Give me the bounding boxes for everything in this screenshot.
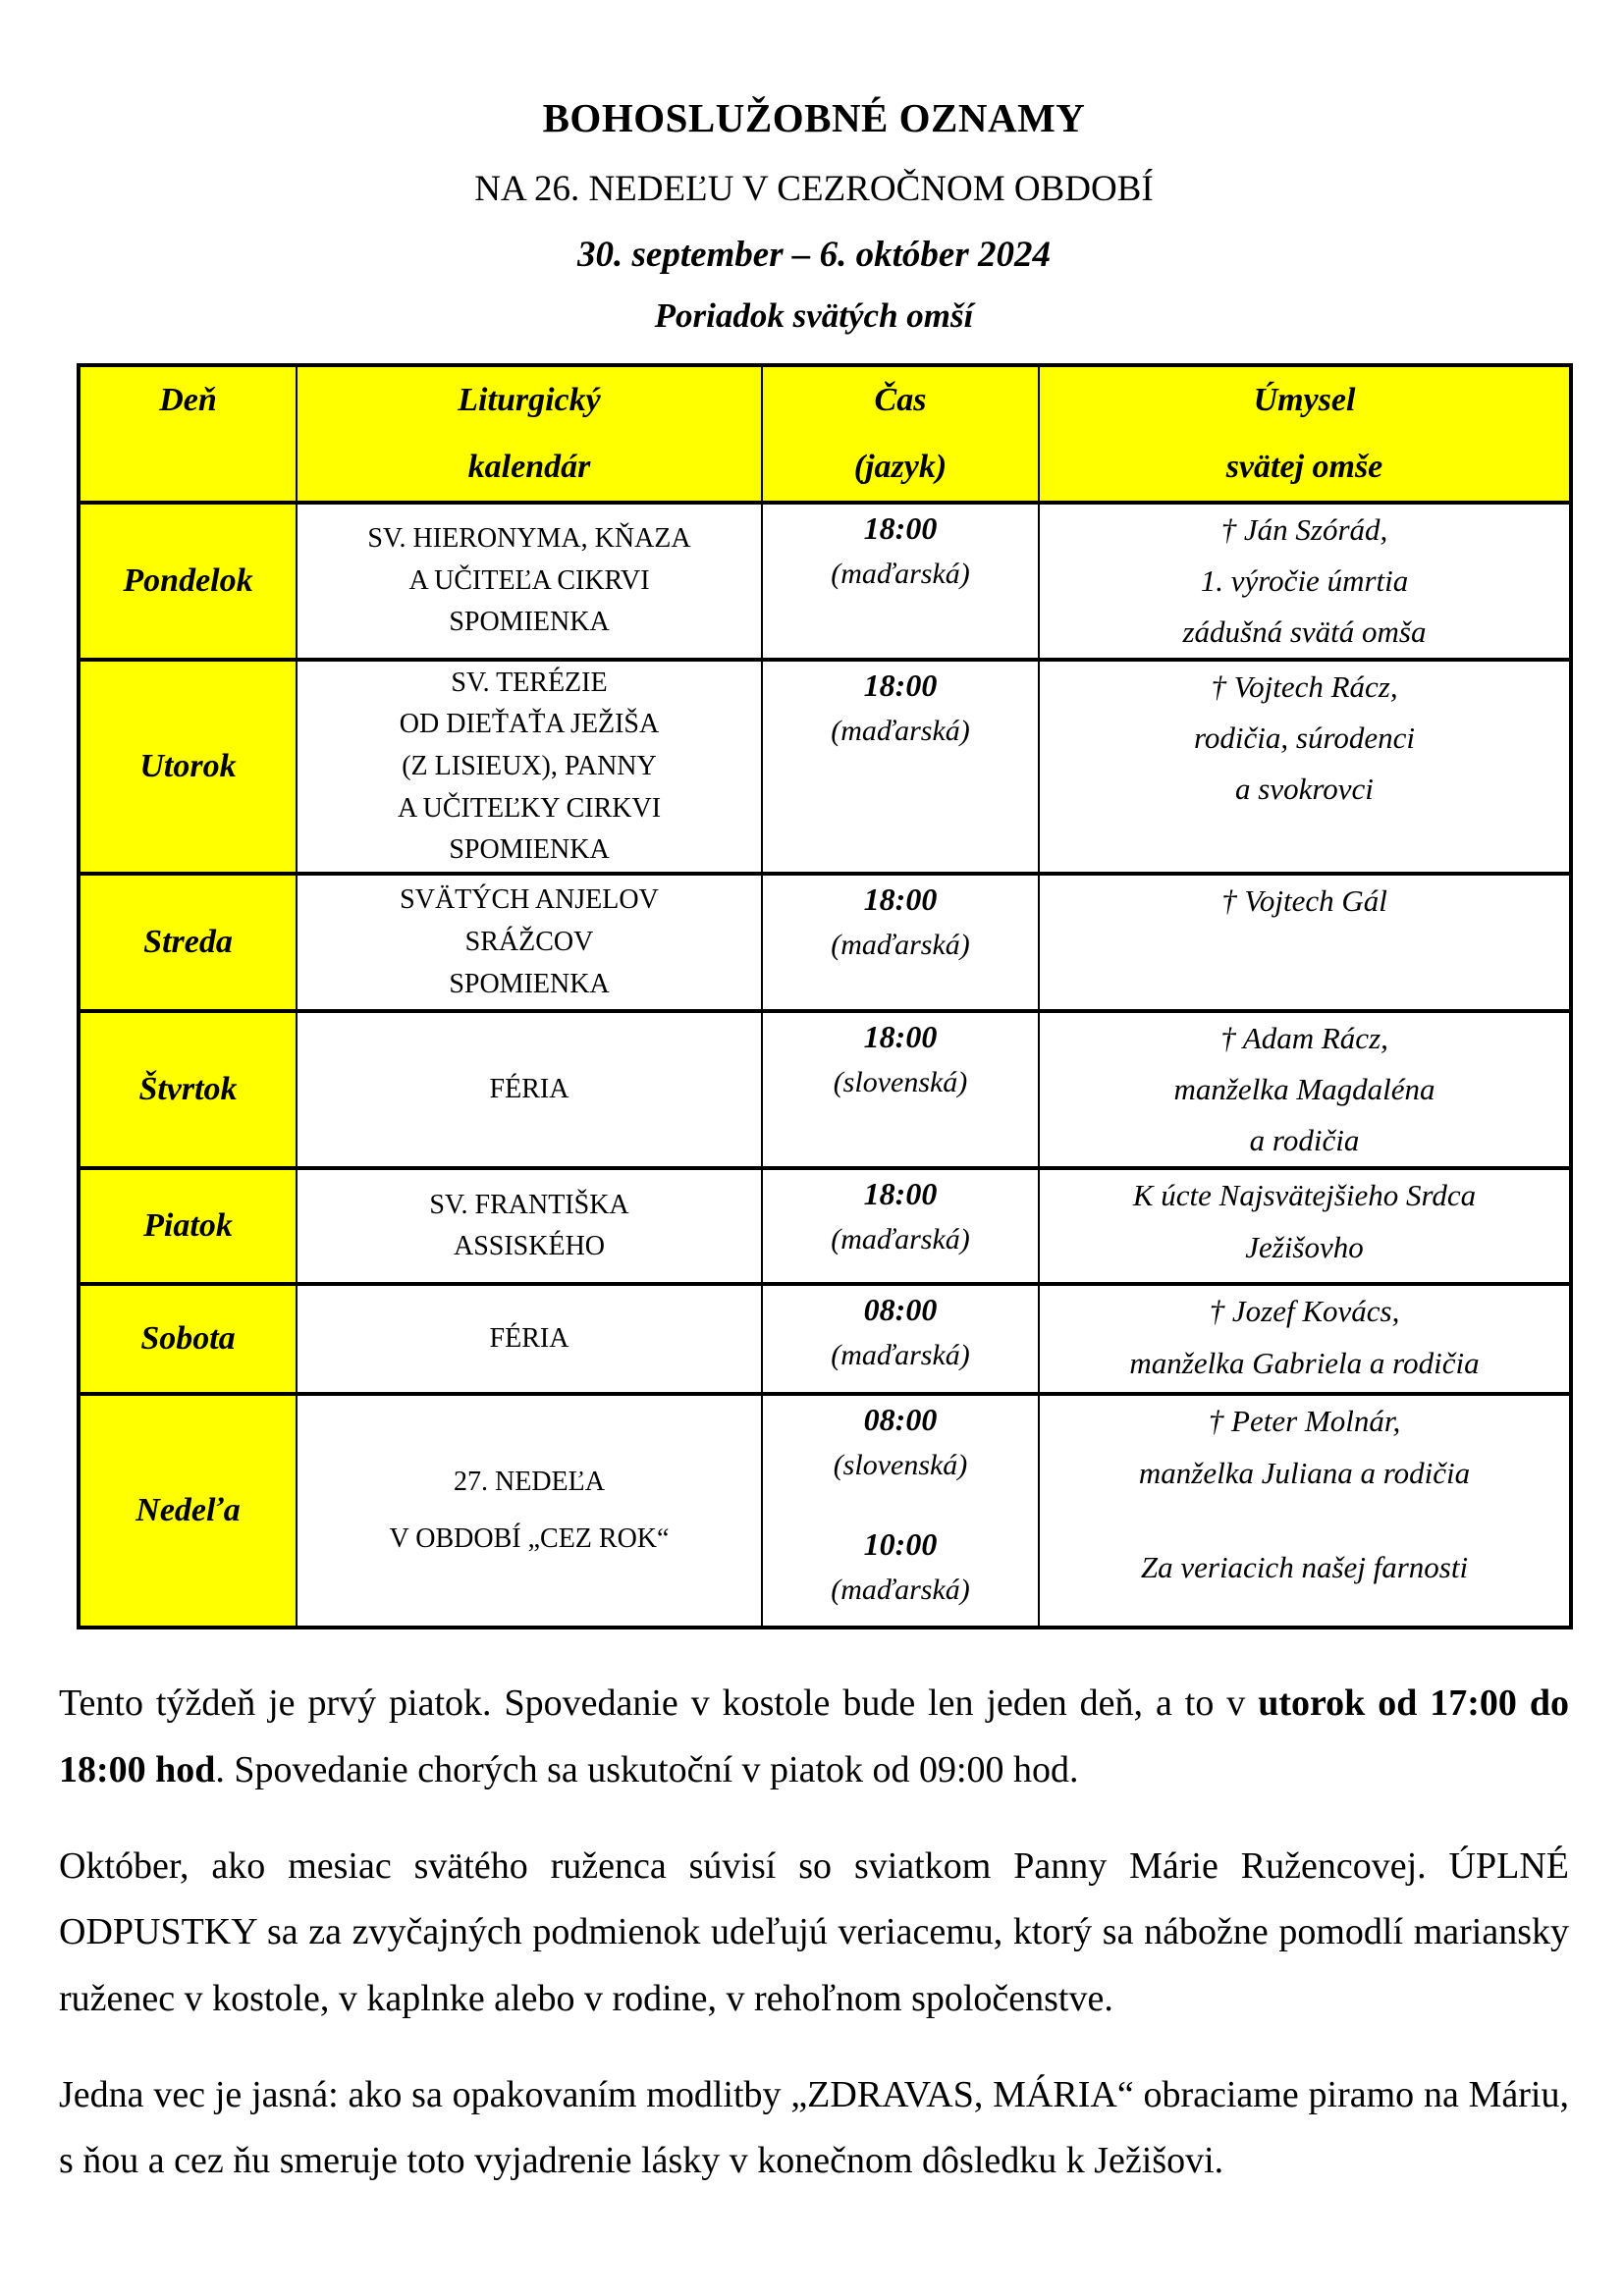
liturgical-calendar-cell: SV. HIERONYMA, KŇAZA A UČITEĽA CIKRVI SPOMIENKA: [297, 503, 762, 660]
time-cell: 18:00 (maďarská): [762, 874, 1039, 1011]
date-range: 30. september – 6. október 2024: [577, 235, 1051, 275]
intention-cell: † Jozef Kovács, manželka Gabriela a rodičia: [1039, 1284, 1571, 1394]
table-row-monday: [79, 503, 1571, 660]
mass-schedule-table: [77, 363, 1573, 1629]
table-row-thursday: [79, 1011, 1571, 1168]
header-time: Čas (jazyk): [762, 365, 1039, 503]
time-cell: 18:00 (maďarská): [762, 660, 1039, 874]
day-label: Sobota: [79, 1284, 297, 1394]
day-label: Streda: [79, 874, 297, 1011]
announcement-paragraph: Tento týždeň je prvý piatok. Spovedanie v kostole bude len jeden deň, a to v utorok od 17:00 do 18:00 hod. Spovedanie chorých sa uskutoční v piatok od 09:00 hod.: [59, 1682, 1569, 1791]
intention-cell: † Vojtech Rácz, rodičia, súrodenci a svokrovci: [1039, 660, 1571, 874]
announcement-paragraph: Október, ako mesiac svätého ruženca súvisí so sviatkom Panny Márie Ružencovej. ÚPLNÉ ODPUSTKY sa za zvyčajných podmienok udeľujú veriacemu, ktorý sa nábožne pomodlí mariansky ruženec v kostole, v kaplnke alebo v rodine, v rehoľnom spoločenstve.: [59, 1844, 1569, 2019]
liturgical-calendar-cell: 27. NEDEĽA V OBDOBÍ „CEZ ROK“: [297, 1394, 762, 1628]
day-label: Piatok: [79, 1168, 297, 1284]
intention-cell: † Adam Rácz, manželka Magdaléna a rodičia: [1039, 1011, 1571, 1168]
time-cell: 18:00 (maďarská): [762, 503, 1039, 660]
announcement-paragraph: Jedna vec je jasná: ako sa opakovaním modlitby „ZDRAVAS, MÁRIA“ obraciame piramo na Máriu, s ňou a cez ňu smeruje toto vyjadrenie lásky v konečnom dôsledku k Ježišovi.: [59, 2073, 1569, 2182]
liturgical-calendar-cell: FÉRIA: [297, 1011, 762, 1168]
table-row-tuesday: [79, 660, 1571, 874]
intention-cell: K úcte Najsvätejšieho Srdca Ježišovho: [1039, 1168, 1571, 1284]
intention-cell: [1039, 1394, 1571, 1628]
day-label: Utorok: [79, 660, 297, 874]
time-slot: 10:00 (maďarská): [831, 1526, 970, 1607]
day-label: Pondelok: [79, 503, 297, 660]
table-row-saturday: [79, 1284, 1571, 1394]
schedule-heading: Poriadok svätých omší: [654, 296, 974, 335]
header-calendar: Liturgický kalendár: [297, 365, 762, 503]
day-label: Štvrtok: [79, 1011, 297, 1168]
intention-group: Za veriacich našej farnosti: [1140, 1549, 1469, 1584]
time-cell: 18:00 (maďarská): [762, 1168, 1039, 1284]
table-row-wednesday: [79, 874, 1571, 1011]
table-row-sunday: [79, 1394, 1571, 1628]
time-cell: 08:00 (maďarská): [762, 1284, 1039, 1394]
time-cell: [762, 1394, 1039, 1628]
liturgical-calendar-cell: SVÄTÝCH ANJELOV SRÁŽCOV SPOMIENKA: [297, 874, 762, 1011]
day-label: Nedeľa: [79, 1394, 297, 1628]
time-slot: 08:00 (slovenská): [833, 1402, 968, 1482]
intention-cell: † Ján Szórád, 1. výročie úmrtia zádušná svätá omša: [1039, 503, 1571, 660]
liturgical-calendar-cell: SV. TERÉZIE OD DIEŤAŤA JEŽIŠA (Z LISIEUX), PANNY A UČITEĽKY CIRKVI SPOMIENKA: [297, 660, 762, 874]
page-title: BOHOSLUŽOBNÉ OZNAMY: [542, 95, 1086, 140]
header-intention: Úmysel svätej omše: [1039, 365, 1571, 503]
intention-cell: † Vojtech Gál: [1039, 874, 1571, 1011]
table-row-friday: [79, 1168, 1571, 1284]
liturgical-calendar-cell: SV. FRANTIŠKA ASSISKÉHO: [297, 1168, 762, 1284]
liturgical-calendar-cell: FÉRIA: [297, 1284, 762, 1394]
announcements: [59, 1671, 1569, 2194]
title-block: [59, 94, 1569, 336]
header-day: Deň: [79, 365, 297, 503]
table-header-row: [79, 365, 1571, 503]
intention-group: † Peter Molnár, manželka Juliana a rodičia: [1138, 1404, 1471, 1490]
page-subtitle: NA 26. NEDEĽU V CEZROČNOM OBDOBÍ: [474, 169, 1154, 209]
time-cell: 18:00 (slovenská): [762, 1011, 1039, 1168]
